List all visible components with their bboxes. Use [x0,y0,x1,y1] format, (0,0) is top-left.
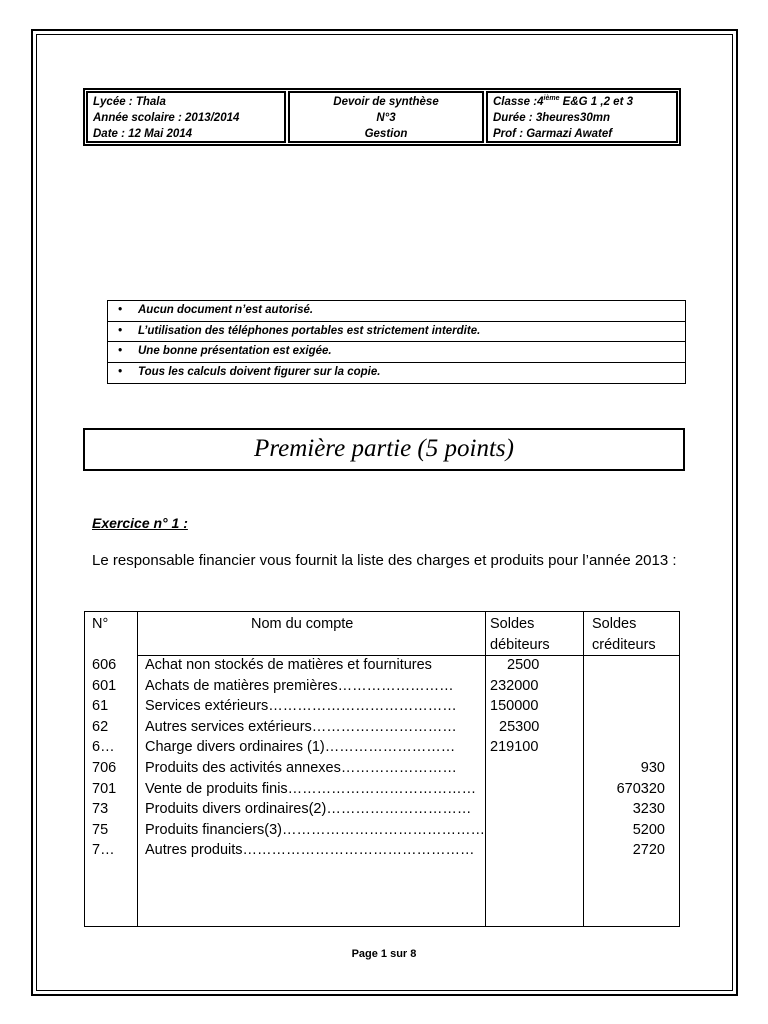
rule-item [108,322,685,343]
page-footer: Page 1 sur 8 [351,948,417,960]
table-row [85,840,679,861]
th-credit-line2: créditeurs [592,637,656,653]
cell-debit: 232000 [490,677,539,694]
rule-item [108,363,685,383]
table-row [85,799,679,820]
cell-debit: 150000 [490,698,539,715]
cell-num: 606 [92,657,117,673]
accounts-table [84,611,680,927]
cell-num: 706 [92,760,117,776]
cell-num: 75 [92,821,109,838]
cell-name: Achat non stockés de matières et fournitures [145,657,432,673]
cell-num: 701 [92,780,117,797]
header-class-sup: ième [543,95,560,103]
cell-num: 7… [92,842,115,859]
cell-name: Produits divers ordinaires(2)………………………… [145,801,472,818]
th-debit-line1: Soldes [490,616,535,632]
part-title: Première partie (5 points) [83,428,685,471]
th-name: Nom du compte [251,616,354,632]
header-class-cell [486,91,678,143]
cell-name: Produits financiers(3)…………………………………… [145,821,485,838]
cell-credit: 670320 [616,780,665,797]
table-row [85,779,679,800]
header-school: Lycée : Thala [93,96,166,108]
exercise-intro: Le responsable financier vous fournit la liste des charges et produits pour l’année 2013 : [92,552,677,569]
table-row [85,758,679,779]
header-subject: Gestion [364,128,408,140]
cell-num: 62 [92,718,109,735]
bullet-icon: • [118,304,123,316]
exam-header [83,88,681,146]
th-credit [592,614,656,656]
header-date: Date : 12 Mai 2014 [93,128,193,140]
cell-credit: 3230 [632,801,665,818]
header-exam-type: Devoir de synthèse [333,96,439,108]
header-school-year: Année scolaire : 2013/2014 [93,112,240,124]
cell-debit: 2500 [507,657,540,673]
cell-name: Vente de produits finis………………………………… [145,780,477,797]
cell-credit: 5200 [632,821,665,838]
header-exam-number: N°3 [376,112,396,124]
cell-debit: 25300 [499,718,540,735]
cell-name: Services extérieurs………………………………… [145,698,457,715]
cell-name: Charge divers ordinaires (1)……………………… [145,739,456,756]
cell-name: Autres services extérieurs………………………… [145,718,457,735]
rule-item [108,301,685,322]
rule-text: Une bonne présentation est exigée. [138,345,332,357]
header-school-cell [86,91,286,143]
exam-rules-box [107,300,686,384]
cell-credit: 930 [640,760,665,776]
th-num: N° [92,616,109,632]
th-credit-line1: Soldes [592,616,637,632]
header-class-prefix: Classe :4 [493,96,544,108]
th-debit-line2: débiteurs [490,637,550,653]
table-row [85,655,679,676]
table-row [85,737,679,758]
exercise-title: Exercice n° 1 : [92,515,188,531]
rule-text: Tous les calculs doivent figurer sur la copie. [138,365,381,378]
cell-num: 601 [92,677,117,694]
cell-name: Produits des activités annexes…………………… [145,760,457,776]
th-debit [490,614,550,656]
table-row [85,820,679,841]
cell-debit: 219100 [490,739,539,756]
rule-text: Aucun document n’est autorisé. [138,304,314,316]
bullet-icon: • [118,365,123,378]
cell-num: 73 [92,801,109,818]
header-class-suffix: E&G 1 ,2 et 3 [559,96,633,108]
header-exam-cell [288,91,484,143]
header-class [493,94,671,110]
table-row [85,696,679,717]
rule-item [108,342,685,363]
cell-num: 61 [92,698,109,715]
header-teacher: Prof : Garmazi Awatef [493,128,613,140]
table-row [85,717,679,738]
cell-num: 6… [92,739,115,756]
cell-name: Achats de matières premières…………………… [145,677,454,694]
rule-text: L’utilisation des téléphones portables est strictement interdite. [138,324,481,337]
header-duration: Durée : 3heures30mn [493,112,610,124]
table-row [85,676,679,697]
cell-name: Autres produits………………………………………… [145,842,475,859]
cell-credit: 2720 [632,842,665,859]
bullet-icon: • [118,324,123,337]
bullet-icon: • [118,345,123,357]
